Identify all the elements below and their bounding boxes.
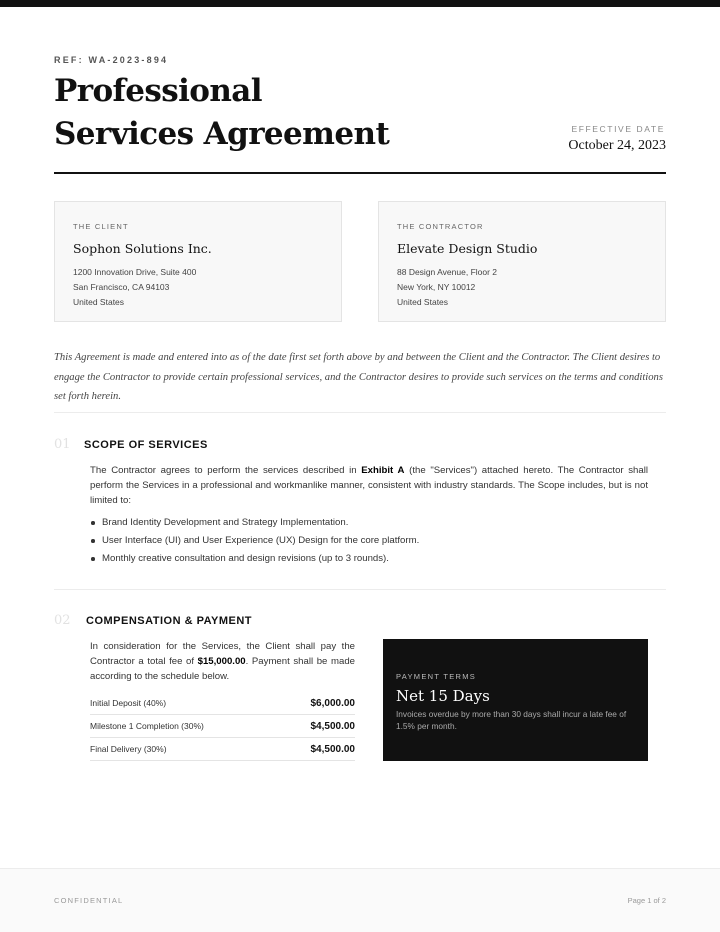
client-country: United States (73, 297, 125, 307)
payment-terms-label: PAYMENT TERMS (396, 672, 477, 681)
schedule-label: Final Delivery (30%) (90, 744, 167, 754)
list-item: Brand Identity Development and Strategy Implementation. (90, 516, 648, 534)
compensation-text-end: . Payment shall be made according to the schedule below. (90, 656, 355, 682)
payment-terms-value: Net 15 Days (396, 687, 490, 705)
confidential-label: CONFIDENTIAL (54, 896, 124, 905)
schedule-amount: $6,000.00 (310, 697, 355, 709)
contractor-country: United States (397, 297, 449, 307)
contractor-card (378, 201, 666, 322)
contractor-address-line-1: 88 Design Avenue, Floor 2 (397, 267, 498, 277)
effective-date-label: EFFECTIVE DATE (571, 124, 665, 134)
contractor-label: THE CONTRACTOR (397, 222, 484, 231)
header-divider (54, 172, 666, 174)
scope-exhibit-reference: Exhibit A (361, 465, 405, 476)
reference-number: REF: WA-2023-894 (54, 55, 169, 65)
schedule-amount: $4,500.00 (310, 743, 355, 755)
top-accent-bar (0, 0, 720, 7)
section-2-title: COMPENSATION & PAYMENT (86, 615, 253, 627)
client-address-line-1: 1200 Innovation Drive, Suite 400 (73, 267, 197, 277)
schedule-label: Initial Deposit (40%) (90, 698, 167, 708)
list-item: Monthly creative consultation and design revisions (up to 3 rounds). (90, 552, 648, 570)
section-divider-1 (54, 412, 666, 413)
client-label: THE CLIENT (73, 222, 129, 231)
client-card (54, 201, 342, 322)
scope-text-start: The Contractor agrees to perform the services described in (90, 465, 362, 476)
effective-date: October 24, 2023 (568, 138, 666, 153)
scope-paragraph (90, 463, 648, 508)
document-title (54, 70, 434, 156)
title-line-2: Services Agreement (54, 116, 390, 152)
contractor-address-line-2: New York, NY 10012 (397, 282, 476, 292)
table-row (90, 738, 355, 761)
title-line-1: Professional (54, 73, 262, 109)
table-row (90, 692, 355, 715)
agreement-intro: This Agreement is made and entered into as of the date first set forth above by and between the Client and the Contractor. The Client desires to engage the Contractor to provide certain professional services, and the Contractor desires to provide such services on the terms and conditions set forth herein. (54, 352, 663, 402)
section-1-title: SCOPE OF SERVICES (84, 439, 208, 451)
section-divider-2 (54, 589, 666, 590)
scope-text-end: (the "Services") attached hereto. The Contractor shall perform the Services in a professional and workmanlike manner, consistent with industry standards. The Scope includes, but is not limited to: (90, 465, 648, 506)
schedule-amount: $4,500.00 (310, 720, 355, 732)
page-number: Page 1 of 2 (627, 896, 666, 905)
page-footer (0, 868, 720, 932)
contractor-name: Elevate Design Studio (397, 241, 538, 256)
section-2-number: 02 (54, 613, 71, 628)
scope-list (90, 516, 648, 570)
payment-terms-card (383, 639, 648, 761)
table-row (90, 715, 355, 738)
list-item: User Interface (UI) and User Experience (UX) Design for the core platform. (90, 534, 648, 552)
client-name: Sophon Solutions Inc. (73, 241, 212, 256)
total-fee: $15,000.00 (197, 656, 246, 667)
payment-schedule (90, 692, 355, 761)
section-1-number: 01 (54, 437, 71, 452)
payment-terms-note: Invoices overdue by more than 30 days shall incur a late fee of 1.5% per month. (396, 709, 627, 731)
client-address-line-2: San Francisco, CA 94103 (73, 282, 170, 292)
compensation-text-start: In consideration for the Services, the Client shall pay the Contractor a total fee of (90, 641, 355, 667)
schedule-label: Milestone 1 Completion (30%) (90, 721, 204, 731)
compensation-paragraph (90, 639, 355, 684)
